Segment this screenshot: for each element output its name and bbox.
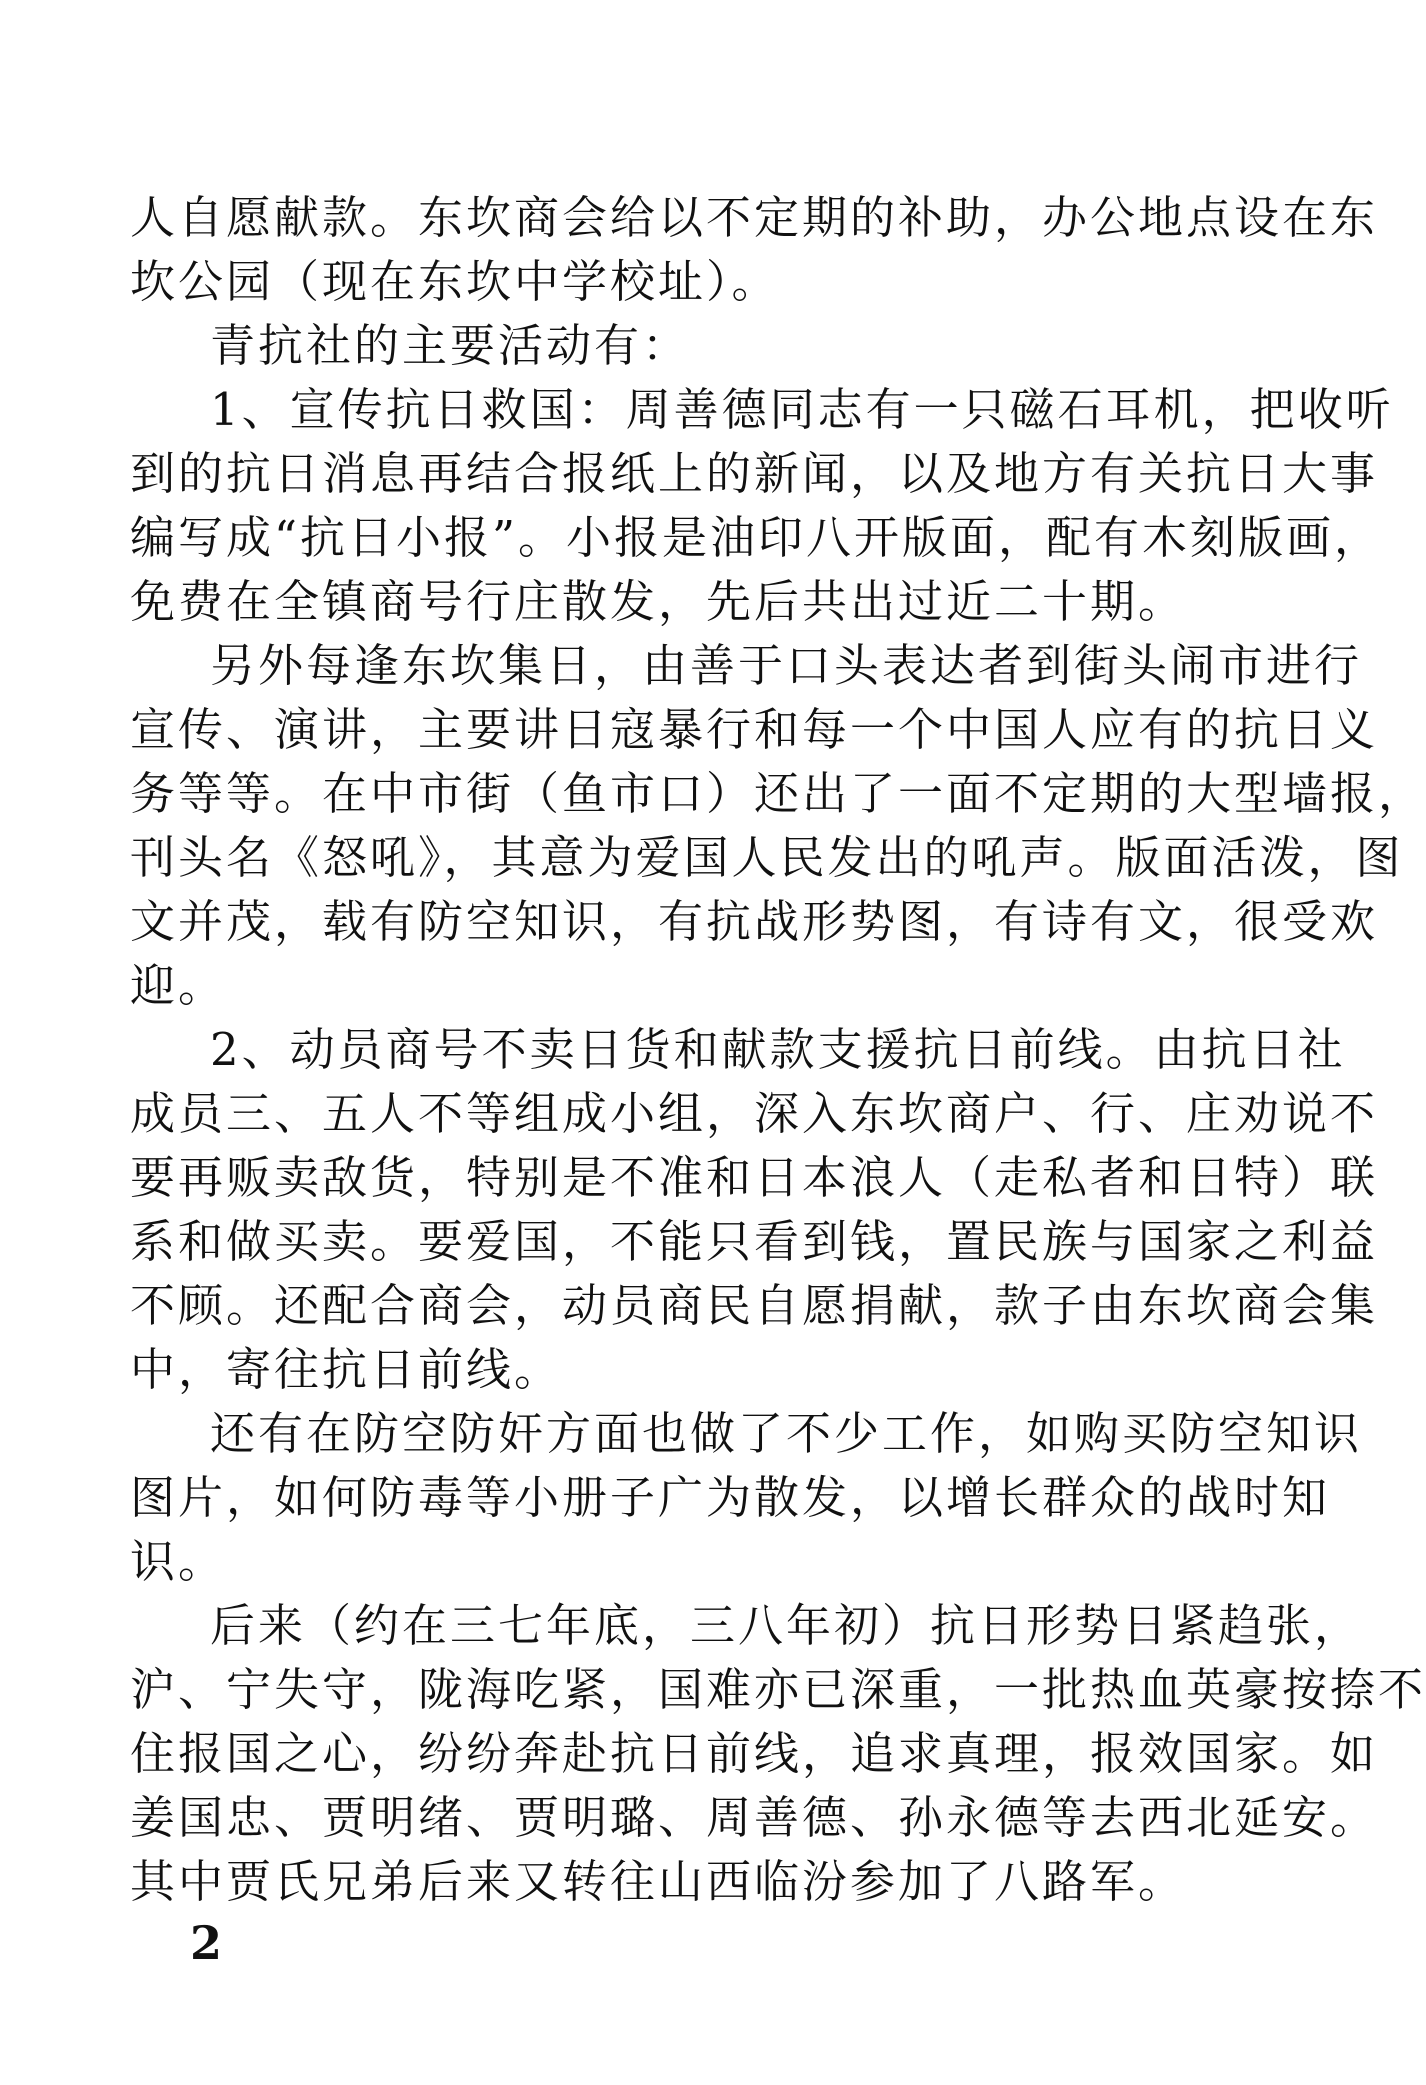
text-line: 后来（约在三七年底，三八年初）抗日形势日紧趋张， xyxy=(210,1599,1363,1652)
text-line: 1、宣传抗日救国：周善德同志有一只磁石耳机，把收听 xyxy=(210,383,1394,436)
text-line: 成员三、五人不等组成小组，深入东坎商户、行、庄劝说不 xyxy=(130,1087,1379,1140)
text-line: 另外每逢东坎集日，由善于口头表达者到街头闹市进行 xyxy=(210,639,1363,692)
text-line: 不顾。还配合商会，动员商民自愿捐献，款子由东坎商会集 xyxy=(130,1279,1379,1332)
text-line: 沪、宁失守，陇海吃紧，国难亦已深重，一批热血英豪按捺不 xyxy=(130,1663,1426,1716)
text-line: 还有在防空防奸方面也做了不少工作，如购买防空知识 xyxy=(210,1407,1363,1460)
text-line: 免费在全镇商号行庄散发，先后共出过近二十期。 xyxy=(130,575,1187,628)
text-line: 人自愿献款。东坎商会给以不定期的补助，办公地点设在东 xyxy=(130,191,1379,244)
text-line: 青抗社的主要活动有： xyxy=(210,319,691,372)
text-line: 图片，如何防毒等小册子广为散发，以增长群众的战时知 xyxy=(130,1471,1331,1524)
text-line: 2、动员商号不卖日货和献款支援抗日前线。由抗日社 xyxy=(210,1023,1346,1076)
text-line: 中，寄往抗日前线。 xyxy=(130,1343,563,1396)
text-line: 其中贾氏兄弟后来又转往山西临汾参加了八路军。 xyxy=(130,1855,1187,1908)
text-line: 姜国忠、贾明绪、贾明璐、周善德、孙永德等去西北延安。 xyxy=(130,1791,1379,1844)
text-line: 刊头名《怒吼》，其意为爱国人民发出的吼声。版面活泼，图 xyxy=(130,831,1404,884)
text-line: 住报国之心，纷纷奔赴抗日前线，追求真理，报效国家。如 xyxy=(130,1727,1379,1780)
text-line: 坎公园（现在东坎中学校址）。 xyxy=(130,255,780,308)
text-line: 到的抗日消息再结合报纸上的新闻，以及地方有关抗日大事 xyxy=(130,447,1379,500)
text-line: 系和做买卖。要爱国，不能只看到钱，置民族与国家之利益 xyxy=(130,1215,1379,1268)
text-line: 编写成“抗日小报”。小报是油印八开版面，配有木刻版画， xyxy=(130,511,1383,564)
text-line: 识。 xyxy=(130,1535,227,1588)
text-line: 要再贩卖敌货，特别是不准和日本浪人（走私者和日特）联 xyxy=(130,1151,1379,1204)
text-line: 迎。 xyxy=(130,959,227,1012)
text-line: 务等等。在中市街（鱼市口）还出了一面不定期的大型墙报， xyxy=(130,767,1426,820)
page-number: 2 xyxy=(190,1916,223,1970)
text-line: 宣传、演讲，主要讲日寇暴行和每一个中国人应有的抗日义 xyxy=(130,703,1379,756)
text-line: 文并茂，载有防空知识，有抗战形势图，有诗有文，很受欢 xyxy=(130,895,1379,948)
body-text xyxy=(130,186,1426,1914)
